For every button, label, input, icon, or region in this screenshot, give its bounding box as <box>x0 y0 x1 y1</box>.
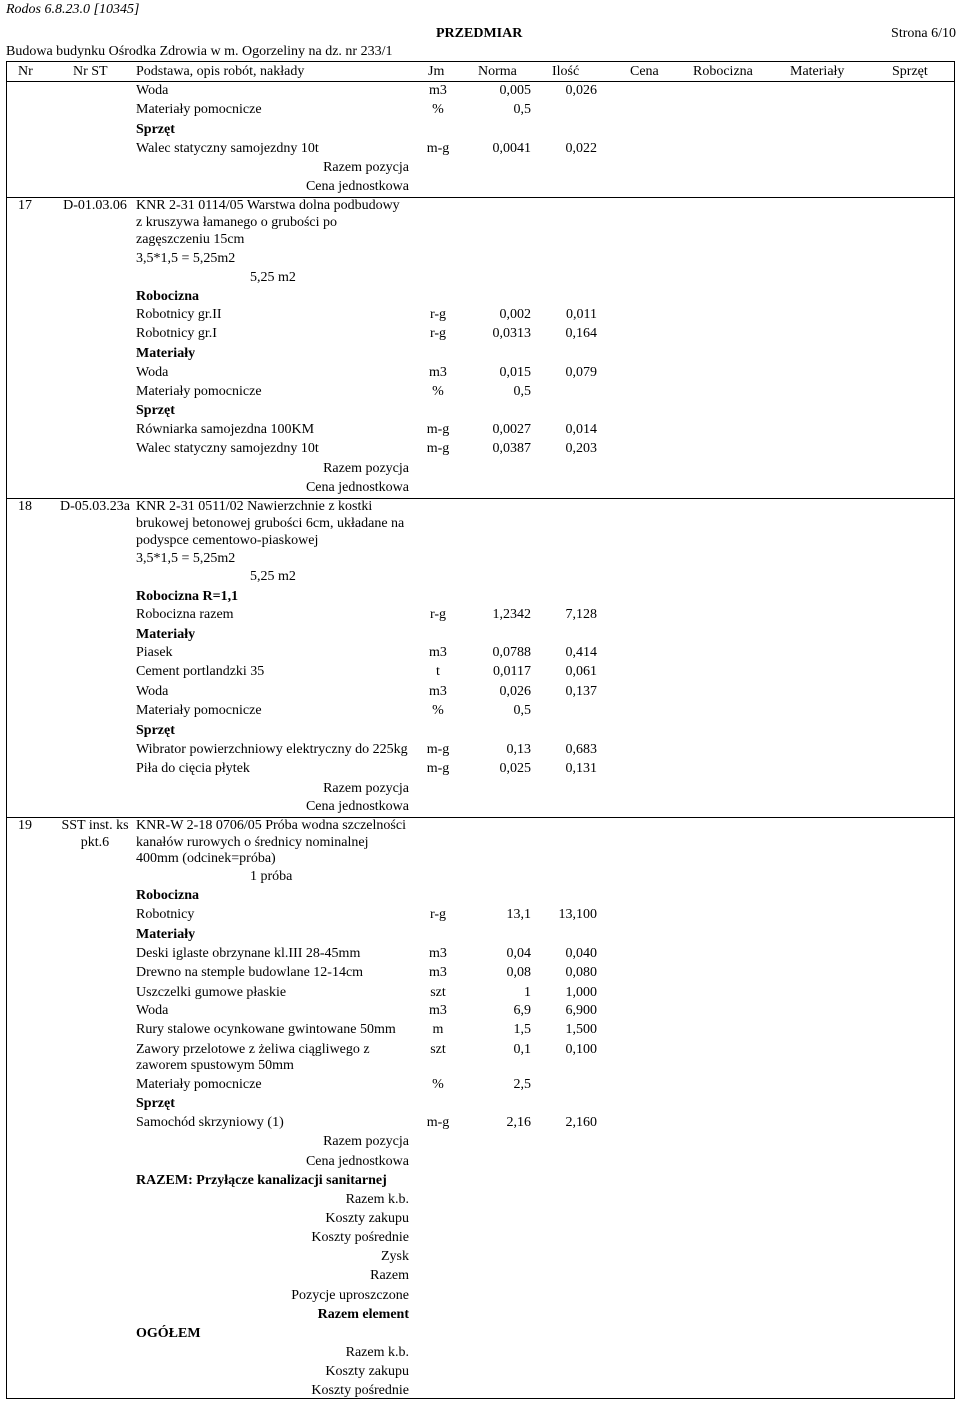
unit-cell: m-g <box>426 1115 450 1130</box>
description-text: 5,25 m2 <box>250 569 296 584</box>
description-text: Sprzęt <box>136 122 175 137</box>
quantity-cell: 0,414 <box>565 645 597 660</box>
description-text: Samochód skrzyniowy (1) <box>136 1115 284 1130</box>
column-header: Norma <box>478 64 517 79</box>
norm-cell: 1,5 <box>513 1022 531 1037</box>
description-text: Walec statyczny samojezdny 10t <box>136 441 319 456</box>
description-text: OGÓŁEM <box>136 1326 201 1341</box>
quantity-cell: 2,160 <box>565 1115 597 1130</box>
norm-cell: 0,005 <box>499 83 531 98</box>
description-text: Razem pozycja <box>323 160 409 175</box>
quantity-cell: 0,061 <box>565 664 597 679</box>
unit-cell: m3 <box>429 1003 447 1018</box>
description-text: Materiały pomocnicze <box>136 1077 262 1092</box>
quantity-cell: 0,079 <box>565 365 597 380</box>
quantity-cell: 13,100 <box>558 907 597 922</box>
norm-cell: 0,002 <box>499 307 531 322</box>
right-border <box>954 61 955 1399</box>
description-text: KNR 2-31 0511/02 Nawierzchnie z kostki <box>136 499 373 514</box>
unit-cell: r-g <box>429 326 447 341</box>
norm-cell: 1 <box>524 985 531 1000</box>
description-text: zagęszczeniu 15cm <box>136 232 245 247</box>
quantity-cell: 0,022 <box>565 141 597 156</box>
description-text: Sprzęt <box>136 403 175 418</box>
unit-cell: m-g <box>426 441 450 456</box>
column-header: Sprzęt <box>892 64 928 79</box>
description-text: zaworem spustowym 50mm <box>136 1058 294 1073</box>
unit-cell: m-g <box>426 761 450 776</box>
quantity-cell: 0,040 <box>565 946 597 961</box>
norm-cell: 0,13 <box>506 742 531 757</box>
description-text: Razem k.b. <box>345 1192 409 1207</box>
unit-cell: t <box>436 664 440 679</box>
unit-cell: % <box>432 102 444 117</box>
description-text: KNR-W 2-18 0706/05 Próba wodna szczelności <box>136 818 406 833</box>
unit-cell: m3 <box>429 684 447 699</box>
quantity-cell: 1,500 <box>565 1022 597 1037</box>
description-text: Cena jednostkowa <box>305 1154 409 1169</box>
left-border <box>6 61 7 1399</box>
item-separator <box>6 197 954 198</box>
norm-cell: 0,04 <box>506 946 531 961</box>
project-name: Budowa budynku Ośrodka Zdrowia w m. Ogorzeliny na dz. nr 233/1 <box>6 44 393 59</box>
description-text: Piasek <box>136 645 173 660</box>
description-text: Robotnicy <box>136 907 195 922</box>
norm-cell: 0,0117 <box>493 664 531 679</box>
description-text: Koszty pośrednie <box>311 1383 409 1398</box>
quantity-cell: 7,128 <box>565 607 597 622</box>
header-bottom-rule <box>6 81 954 82</box>
spec-code: SST inst. ks <box>61 818 129 833</box>
description-text: Materiały <box>136 627 196 642</box>
description-text: RAZEM: Przyłącze kanalizacji sanitarnej <box>136 1173 387 1188</box>
description-text: Sprzęt <box>136 1096 175 1111</box>
norm-cell: 0,026 <box>499 684 531 699</box>
norm-cell: 0,1 <box>513 1042 531 1057</box>
unit-cell: r-g <box>429 607 447 622</box>
description-text: Koszty pośrednie <box>311 1230 409 1245</box>
norm-cell: 0,5 <box>513 384 531 399</box>
norm-cell: 0,0313 <box>492 326 531 341</box>
description-text: Materiały pomocnicze <box>136 384 262 399</box>
description-text: Materiały pomocnicze <box>136 102 262 117</box>
norm-cell: 2,5 <box>513 1077 531 1092</box>
norm-cell: 2,16 <box>506 1115 531 1130</box>
quantity-cell: 0,131 <box>565 761 597 776</box>
unit-cell: m3 <box>429 645 447 660</box>
header-top-rule <box>6 61 954 62</box>
column-header: Nr ST <box>73 64 108 79</box>
description-text: Robotnicy gr.I <box>136 326 217 341</box>
description-text: Razem pozycja <box>323 461 409 476</box>
app-version: Rodos 6.8.23.0 [10345] <box>6 2 140 17</box>
description-text: z kruszywa łamanego o grubości po <box>136 215 337 230</box>
column-header: Robocizna <box>693 64 753 79</box>
description-text: brukowej betonowej grubości 6cm, układane na <box>136 516 405 531</box>
unit-cell: % <box>432 1077 444 1092</box>
quantity-cell: 0,080 <box>565 965 597 980</box>
unit-cell: szt <box>430 985 446 1000</box>
description-text: Walec statyczny samojezdny 10t <box>136 141 319 156</box>
quantity-cell: 0,203 <box>565 441 597 456</box>
description-text: Robotnicy gr.II <box>136 307 222 322</box>
norm-cell: 6,9 <box>513 1003 531 1018</box>
column-header: Jm <box>428 64 445 79</box>
column-header: Materiały <box>790 64 845 79</box>
description-text: Razem element <box>317 1307 409 1322</box>
norm-cell: 0,025 <box>499 761 531 776</box>
description-text: 400mm (odcinek=próba) <box>136 851 276 866</box>
description-text: Robocizna <box>136 888 199 903</box>
quantity-cell: 0,683 <box>565 742 597 757</box>
spec-code: D-01.03.06 <box>63 198 127 213</box>
description-text: Deski iglaste obrzynane kl.III 28-45mm <box>136 946 361 961</box>
document-title: PRZEDMIAR <box>436 26 523 41</box>
description-text: Woda <box>136 684 169 699</box>
spec-code: pkt.6 <box>80 835 110 850</box>
item-separator <box>6 817 954 818</box>
unit-cell: r-g <box>429 907 447 922</box>
unit-cell: m-g <box>426 141 450 156</box>
description-text: Razem k.b. <box>345 1345 409 1360</box>
quantity-cell: 0,026 <box>565 83 597 98</box>
description-text: Woda <box>136 365 169 380</box>
column-header: Podstawa, opis robót, nakłady <box>136 64 305 79</box>
description-text: 1 próba <box>250 869 293 884</box>
norm-cell: 0,015 <box>499 365 531 380</box>
description-text: Materiały <box>136 346 196 361</box>
norm-cell: 0,08 <box>506 965 531 980</box>
description-text: 5,25 m2 <box>250 270 296 285</box>
description-text: Koszty zakupu <box>325 1364 409 1379</box>
item-number: 18 <box>18 499 32 514</box>
quantity-cell: 0,137 <box>565 684 597 699</box>
norm-cell: 0,0041 <box>492 141 531 156</box>
description-text: Piła do cięcia płytek <box>136 761 250 776</box>
quantity-cell: 6,900 <box>565 1003 597 1018</box>
norm-cell: 0,0027 <box>492 422 531 437</box>
description-text: podyspce cementowo-piaskowej <box>136 533 319 548</box>
description-text: Drewno na stemple budowlane 12-14cm <box>136 965 364 980</box>
description-text: Cement portlandzki 35 <box>136 664 265 679</box>
norm-cell: 0,5 <box>513 703 531 718</box>
unit-cell: m <box>432 1022 444 1037</box>
item-separator <box>6 498 954 499</box>
description-text: Koszty zakupu <box>325 1211 409 1226</box>
unit-cell: szt <box>430 1042 446 1057</box>
description-text: Rury stalowe ocynkowane gwintowane 50mm <box>136 1022 396 1037</box>
description-text: Zysk <box>381 1249 409 1264</box>
norm-cell: 0,5 <box>513 102 531 117</box>
description-text: Razem <box>370 1268 409 1283</box>
norm-cell: 1,2342 <box>492 607 531 622</box>
description-text: 3,5*1,5 = 5,25m2 <box>136 551 236 566</box>
description-text: Materiały pomocnicze <box>136 703 262 718</box>
description-text: Woda <box>136 83 169 98</box>
description-text: Robocizna razem <box>136 607 234 622</box>
column-header: Ilość <box>552 64 580 79</box>
unit-cell: m3 <box>429 965 447 980</box>
description-text: Robocizna <box>136 289 199 304</box>
unit-cell: % <box>432 384 444 399</box>
description-text: KNR 2-31 0114/05 Warstwa dolna podbudowy <box>136 198 400 213</box>
unit-cell: m3 <box>429 365 447 380</box>
quantity-cell: 0,014 <box>565 422 597 437</box>
quantity-cell: 0,164 <box>565 326 597 341</box>
column-header: Cena <box>630 64 659 79</box>
description-text: Razem pozycja <box>323 781 409 796</box>
item-number: 17 <box>18 198 32 213</box>
description-text: Woda <box>136 1003 169 1018</box>
description-text: 3,5*1,5 = 5,25m2 <box>136 251 236 266</box>
quantity-cell: 0,011 <box>566 307 597 322</box>
description-text: kanałów rurowych o średnicy nominalnej <box>136 835 369 850</box>
unit-cell: m-g <box>426 742 450 757</box>
description-text: Wibrator powierzchniowy elektryczny do 225kg <box>136 742 408 757</box>
norm-cell: 13,1 <box>506 907 531 922</box>
description-text: Cena jednostkowa <box>305 799 409 814</box>
description-text: Zawory przelotowe z żeliwa ciągliwego z <box>136 1042 370 1057</box>
page-number: Strona 6/10 <box>891 26 956 41</box>
description-text: Uszczelki gumowe płaskie <box>136 985 287 1000</box>
description-text: Cena jednostkowa <box>305 480 409 495</box>
unit-cell: m3 <box>429 83 447 98</box>
description-text: Pozycje uproszczone <box>291 1288 409 1303</box>
quantity-cell: 0,100 <box>565 1042 597 1057</box>
unit-cell: m3 <box>429 946 447 961</box>
unit-cell: % <box>432 703 444 718</box>
unit-cell: r-g <box>429 307 447 322</box>
column-header: Nr <box>18 64 33 79</box>
description-text: Równiarka samojezdna 100KM <box>136 422 315 437</box>
description-text: Materiały <box>136 927 196 942</box>
item-number: 19 <box>18 818 32 833</box>
spec-code: D-05.03.23a <box>60 499 130 514</box>
norm-cell: 0,0387 <box>492 441 531 456</box>
description-text: Robocizna R=1,1 <box>136 589 239 604</box>
description-text: Razem pozycja <box>323 1134 409 1149</box>
quantity-cell: 1,000 <box>565 985 597 1000</box>
norm-cell: 0,0788 <box>492 645 531 660</box>
description-text: Sprzęt <box>136 723 175 738</box>
description-text: Cena jednostkowa <box>305 179 409 194</box>
unit-cell: m-g <box>426 422 450 437</box>
